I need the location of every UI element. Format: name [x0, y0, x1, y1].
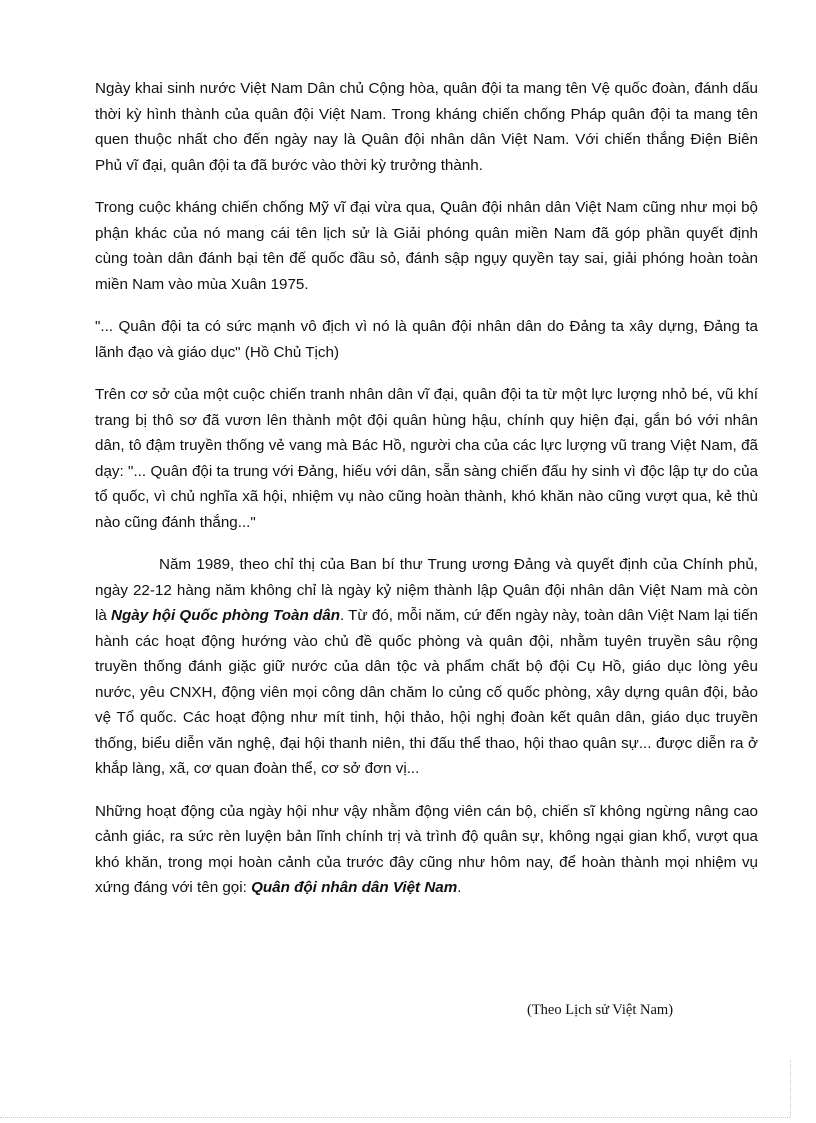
- paragraph-text: Trong cuộc kháng chiến chống Mỹ vĩ đại vừa qua, Quân đội nhân dân Việt Nam cũng như mọi bộ phận khác của nó mang cái tên lịch sử là Giải phóng quân miền Nam đã góp phần quyết định cùng toàn dân đánh bại tên đế quốc đầu sỏ, đánh sập ngụy quyền tay sai, giải phóng hoàn toàn miền Nam vào mùa Xuân 1975.: [95, 199, 758, 293]
- paragraph-national-defense-day: [95, 552, 758, 782]
- paragraph-text: Trên cơ sở của một cuộc chiến tranh nhân dân vĩ đại, quân đội ta từ một lực lượng nhỏ bé, vũ khí trang bị thô sơ đã vươn lên thành một đội quân hùng hậu, chính quy hiện đại, gắn bó với nhân dân, tô đậm truyền thống vẻ vang mà Bác Hồ, người cha của các lực lượng vũ trang Việt Nam, đã dạy: "... Quân đội ta trung với Đảng, hiếu với dân, sẵn sàng chiến đấu hy sinh vì độc lập tự do của tổ quốc, vì chủ nghĩa xã hội, nhiệm vụ nào cũng hoàn thành, khó khăn nào cũng vượt qua, kẻ thù nào cũng đánh thắng...": [95, 386, 758, 531]
- source-citation: (Theo Lịch sử Việt Nam): [527, 1002, 674, 1018]
- paragraph-text: Ngày khai sinh nước Việt Nam Dân chủ Cộng hòa, quân đội ta mang tên Vệ quốc đoàn, đánh dấu thời kỳ hình thành của quân đội Việt Nam. Trong kháng chiến chống Pháp quân đội ta mang tên quen thuộc nhất cho đến ngày nay là Quân đội nhân dân Việt Nam. Với chiến thắng Điện Biên Phủ vĩ đại, quân đội ta đã bước vào thời kỳ trưởng thành.: [95, 80, 758, 174]
- paragraph-activities: [95, 799, 758, 901]
- paragraph-text-before: Năm 1989, theo chỉ thị của Ban bí thư Trung ương Đảng và quyết định của Chính phủ, ngày 22-12 hàng năm không chỉ là ngày kỷ niệm thành lập Quân đội nhân dân Việt Nam mà còn là: [95, 556, 758, 624]
- page-right-border: [790, 1060, 791, 1117]
- page-bottom-border: [0, 1117, 790, 1118]
- paragraph-resistance: [95, 195, 758, 297]
- emphasis-national-defense-day: Ngày hội Quốc phòng Toàn dân: [111, 607, 340, 624]
- paragraph-text-before: Những hoạt động của ngày hội như vậy nhằm động viên cán bộ, chiến sĩ không ngừng nâng cao cảnh giác, ra sức rèn luyện bản lĩnh chính trị và trình độ quân sự, không ngại gian khổ, vượt qua khó khăn, trong mọi hoàn cảnh của trước đây cũng như hôm nay, để hoàn thành mọi nhiệm vụ xứng đáng với tên gọi:: [95, 802, 758, 896]
- paragraph-text: "... Quân đội ta có sức mạnh vô địch vì nó là quân đội nhân dân do Đảng ta xây dựng, Đảng ta lãnh đạo và giáo dục" (Hồ Chủ Tịch): [95, 318, 758, 361]
- paragraph-founding: [95, 76, 758, 178]
- paragraph-text-after: .: [457, 879, 462, 896]
- paragraph-text-after: . Từ đó, mỗi năm, cứ đến ngày này, toàn dân Việt Nam lại tiến hành các hoạt động hướng vào chủ đề quốc phòng và quân đội, nhằm tuyên truyền sâu rộng truyền thống đánh giặc giữ nước của dân tộc và phẩm chất bộ đội Cụ Hồ, giáo dục lòng yêu nước, yêu CNXH, động viên mọi công dân chăm lo củng cố quốc phòng, xây dựng quân đội, bảo vệ Tổ quốc. Các hoạt động như mít tinh, hội thảo, hội nghị đoàn kết quân dân, giáo dục truyền thống, biểu diễn văn nghệ, đại hội thanh niên, thi đấu thể thao, hội thao quân sự... được diễn ra ở khắp làng, xã, cơ quan đoàn thể, cơ sở đơn vị...: [95, 607, 758, 777]
- document-body: [95, 76, 758, 918]
- paragraph-growth: [95, 382, 758, 535]
- emphasis-army-name: Quân đội nhân dân Việt Nam: [251, 879, 458, 896]
- paragraph-quote: [95, 314, 758, 365]
